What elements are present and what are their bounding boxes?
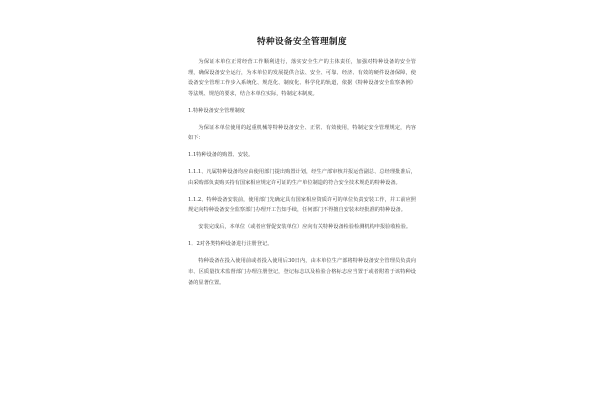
intro-paragraph: 为保证本单位正常经营工作顺利进行，落实安全生产的主体责任，加强对特种设备的安全管理，确保设备安全运行，为本单位的发展提供合法、安全、可靠、经济、有效的硬件设备保障，使设备安全管理工作步入系统化、规范化、制度化、科学化的轨道，依据《特种设备安全监察条例》等法规、规范的要求，结合本单位实际，特制定本制度。: [188, 59, 416, 97]
registration-paragraph: 特种设备在投入使用前或者投入使用后30日内，由本单位生产部将特种设备安全管理员负责向市、区质量技术监督部门办理注册登记，登记标志以及检验合格标志应当置于或者附着于该特种设备的显著位置。: [188, 258, 416, 286]
clause-1-1-2: 1.1.2、特种设备安装前，使用部门先确定具有国家相应资质许可的单位负责安装工作，并工前应照规定向特种设备安全监察部门办理开工告知手续，任何部门不得擅自安装未经批准的特种设备。: [188, 196, 416, 214]
document-title: 特种设备安全管理制度: [257, 37, 347, 47]
document-body: [188, 36, 416, 295]
subsection-heading-1-1: 1.1特种设备的购置、安装。: [188, 152, 254, 159]
section-1-paragraph: 为保证本单位使用的起重机械等特种设备安全、正常、有效使用，特制定安全管理规定，内容如下：: [188, 124, 416, 142]
section-heading-1: 1.特种设备安全管理制度: [188, 107, 245, 114]
installation-paragraph: 安装完成后，本单位（或者应督促安装单位）应向有关特种设备检验检测机构申报验收检验。: [198, 224, 412, 231]
subsection-heading-1-2: 1．2对各类特种设备进行注册登记。: [188, 241, 273, 248]
clause-1-1-1: 1.1.1、凡属特种设备均应由使用部门提出购置计划，经生产部审核并报运营副总、总经理批准后，由采购部负责购买持有国家相应规定许可证的生产单位制造的符合安全技术规范的特种设备。: [188, 169, 416, 186]
